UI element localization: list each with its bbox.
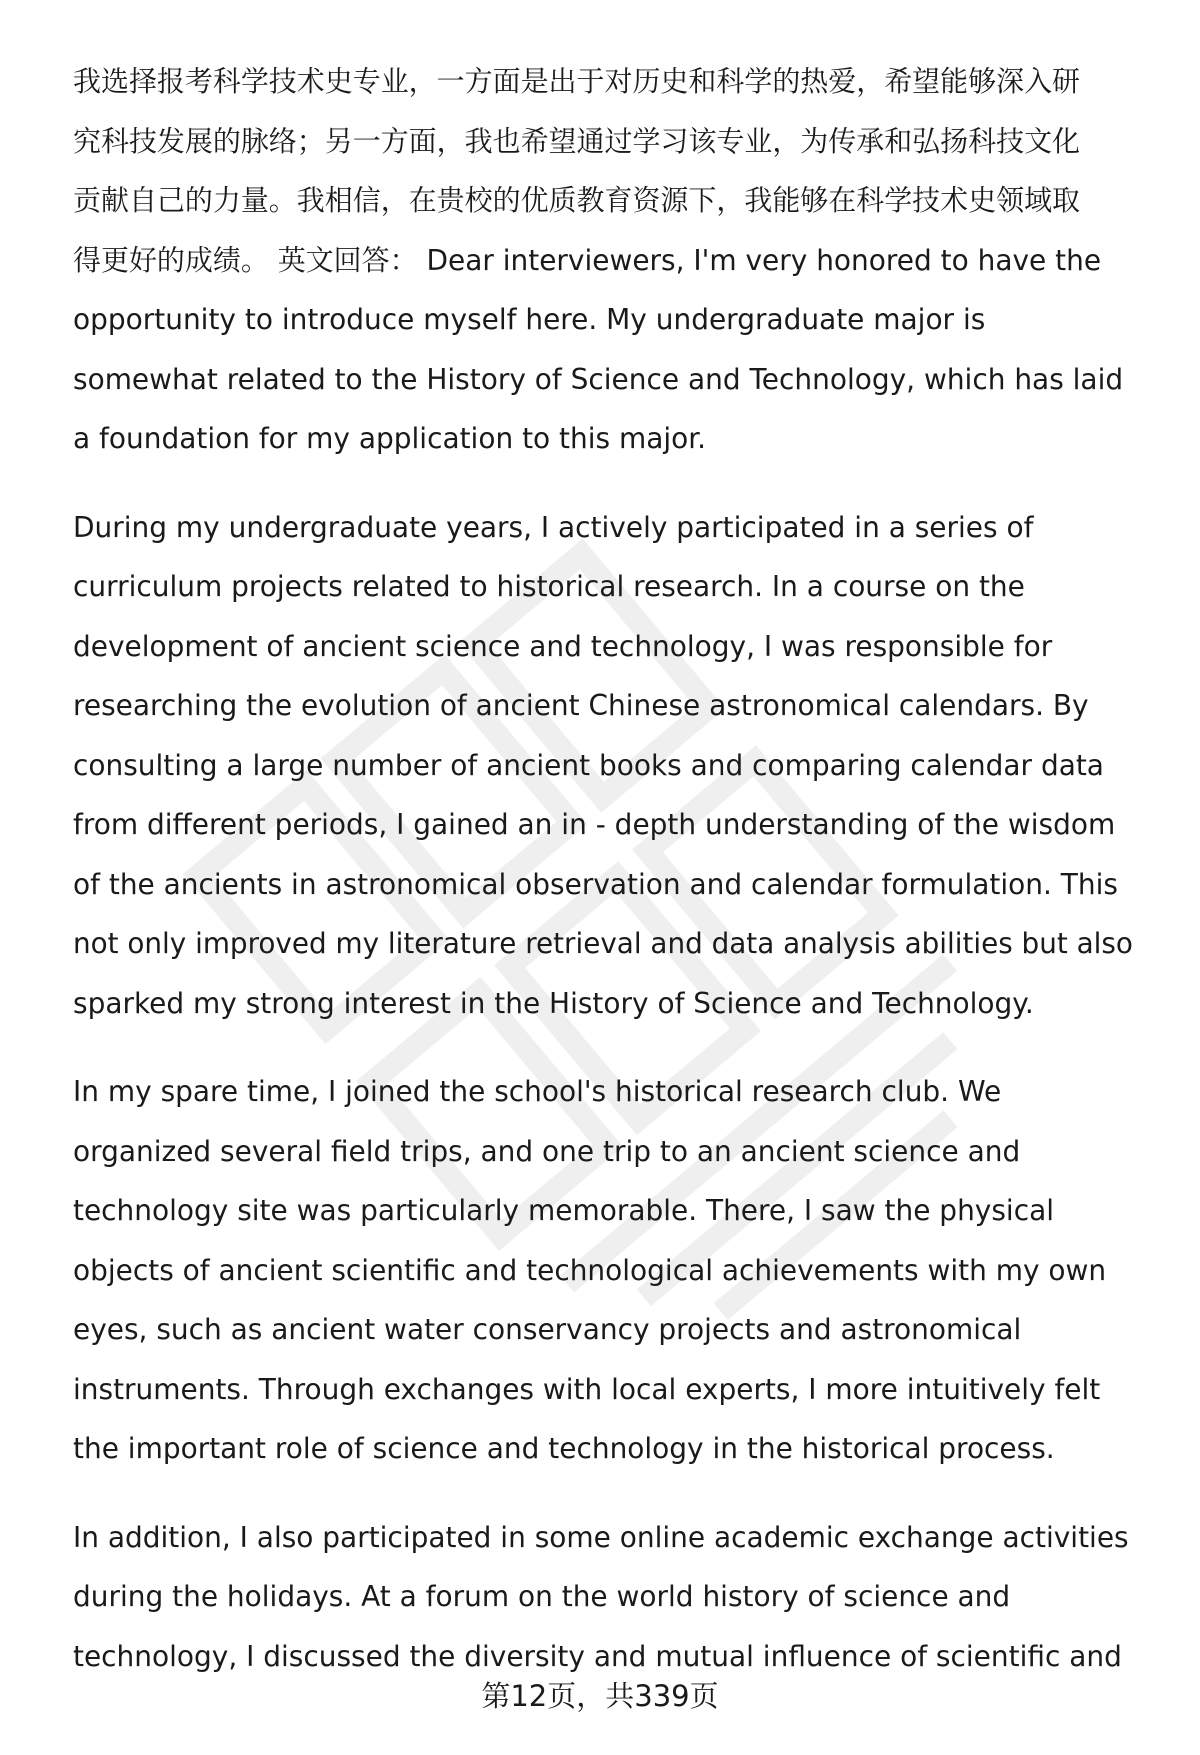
text-line: objects of ancient scientific and technological achievements with my own xyxy=(73,1253,1107,1287)
text-line: not only improved my literature retrieval and data analysis abilities but also xyxy=(73,927,1133,960)
text-line: sparked my strong interest in the History of Science and Technology. xyxy=(73,986,1034,1020)
text-line: from different periods, I gained an in - depth understanding of the wisdom xyxy=(73,808,1116,841)
page-number-footer: 第12页，共339页 xyxy=(481,1679,719,1713)
document-body xyxy=(73,52,1153,1715)
paragraph-1 xyxy=(73,52,1153,469)
text-line: curriculum projects related to historical research. In a course on the xyxy=(73,570,1025,603)
text-line: 得更好的成绩。 英文回答： Dear interviewers, I'm very honored to have the xyxy=(73,243,1102,277)
text-line: organized several field trips, and one trip to an ancient science and xyxy=(73,1134,1021,1168)
text-line: a foundation for my application to this major. xyxy=(73,422,707,455)
text-line: researching the evolution of ancient Chinese astronomical calendars. By xyxy=(73,689,1089,722)
text-line: 究科技发展的脉络；另一方面，我也希望通过学习该专业，为传承和弘扬科技文化 xyxy=(73,124,1081,158)
text-line: development of ancient science and technology, I was responsible for xyxy=(73,629,1053,663)
text-line: instruments. Through exchanges with local experts, I more intuitively felt xyxy=(73,1372,1101,1406)
text-line: the important role of science and technology in the historical process. xyxy=(73,1432,1055,1465)
text-line: technology, I discussed the diversity and mutual influence of scientific and xyxy=(73,1639,1122,1673)
paragraph-3 xyxy=(73,1062,1153,1479)
text-line: In my spare time, I joined the school's historical research club. We xyxy=(73,1075,1002,1108)
text-line: eyes, such as ancient water conservancy projects and astronomical xyxy=(73,1313,1022,1346)
text-line: somewhat related to the History of Science and Technology, which has laid xyxy=(73,362,1124,396)
text-line: technology site was particularly memorable. There, I saw the physical xyxy=(73,1194,1054,1227)
paragraph-4 xyxy=(73,1508,1153,1687)
text-line: In addition, I also participated in some online academic exchange activities xyxy=(73,1520,1129,1554)
text-line: opportunity to introduce myself here. My undergraduate major is xyxy=(73,303,986,336)
text-line: 我选择报考科学技术史专业，一方面是出于对历史和科学的热爱，希望能够深入研 xyxy=(73,65,1081,98)
text-line: during the holidays. At a forum on the world history of science and xyxy=(73,1580,1011,1613)
paragraph-2 xyxy=(73,498,1153,1034)
text-line: 贡献自己的力量。我相信，在贵校的优质教育资源下，我能够在科学技术史领域取 xyxy=(73,184,1081,217)
text-line: consulting a large number of ancient books and comparing calendar data xyxy=(73,748,1104,782)
text-line: During my undergraduate years, I actively participated in a series of xyxy=(73,510,1034,544)
text-line: of the ancients in astronomical observation and calendar formulation. This xyxy=(73,867,1118,901)
